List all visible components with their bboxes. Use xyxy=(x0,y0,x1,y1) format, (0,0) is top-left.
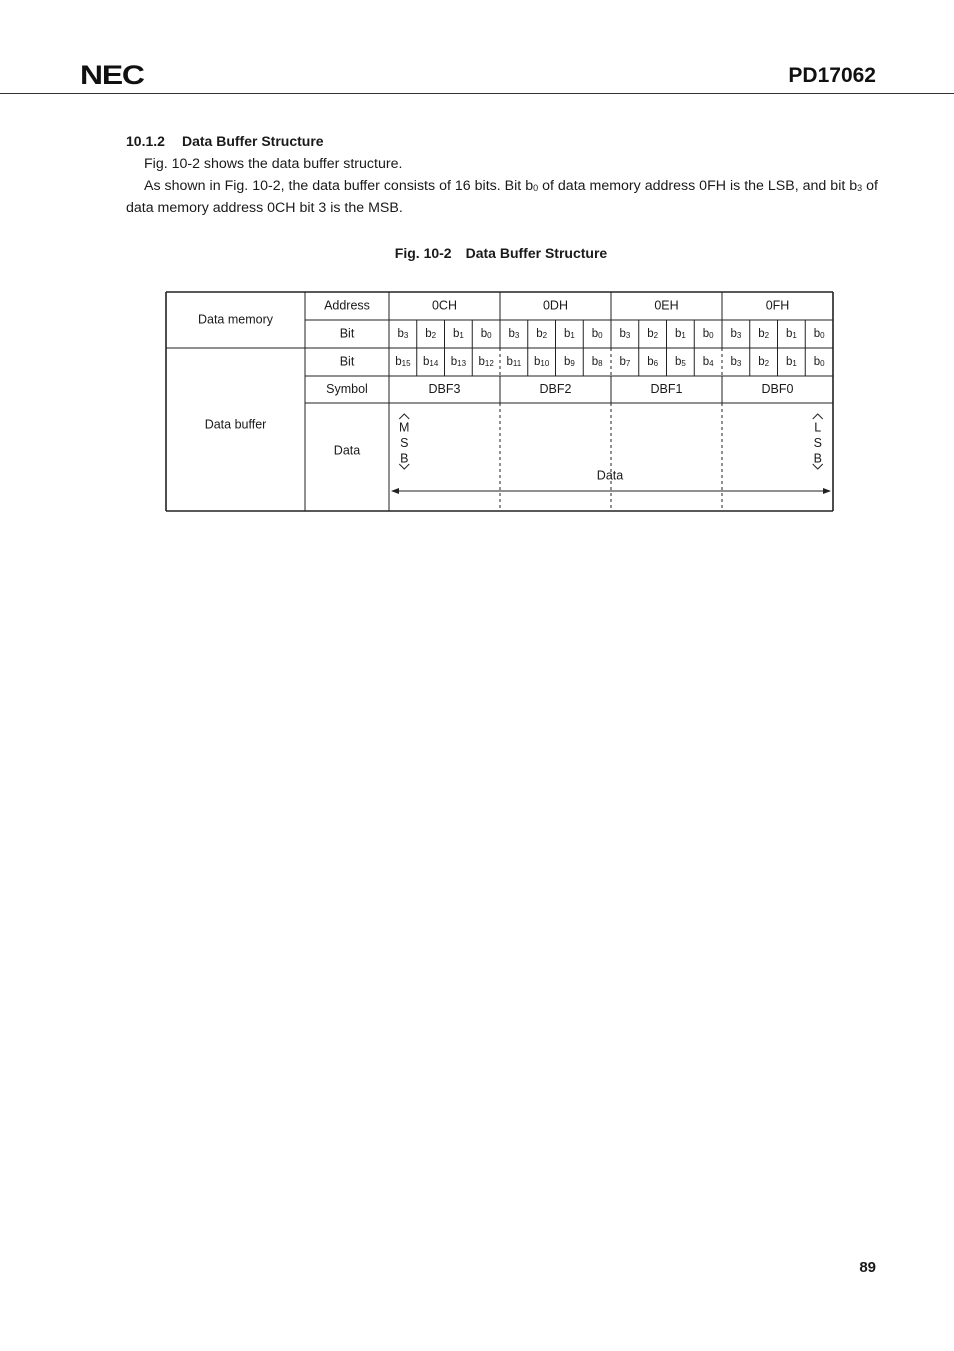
section-number: 10.1.2 xyxy=(126,133,165,149)
buffer-bit-cell: b14 xyxy=(422,356,439,369)
msb-marker-letter: B xyxy=(400,451,409,466)
memory-bit-cell: b1 xyxy=(785,328,797,341)
memory-bit-cell: b3 xyxy=(508,328,520,341)
msb-marker-letter: S xyxy=(400,435,409,450)
memory-bit-cell: b3 xyxy=(619,328,631,341)
data-label: Data xyxy=(333,443,361,458)
buffer-bit-cell: b6 xyxy=(647,356,659,369)
memory-bit-cell: b1 xyxy=(563,328,575,341)
nec-logo: NEC xyxy=(80,60,144,90)
lsb-marker-letter: L xyxy=(814,420,822,435)
memory-bit-cell: b1 xyxy=(674,328,686,341)
address-0dh: 0DH xyxy=(542,298,569,313)
memory-bit-cell: b0 xyxy=(813,328,825,341)
symbol-dbf1: DBF1 xyxy=(650,381,683,396)
lsb-marker-letter: S xyxy=(813,435,822,450)
memory-bit-cell: b0 xyxy=(702,328,714,341)
msb-marker-chevron-up-icon xyxy=(399,414,409,419)
section-title: Data Buffer Structure xyxy=(182,133,324,149)
address-0fh: 0FH xyxy=(765,298,790,313)
symbol-dbf0: DBF0 xyxy=(761,381,794,396)
figure-number: Fig. 10-2 xyxy=(394,245,452,261)
buffer-bit-cell: b2 xyxy=(758,356,770,369)
document-id: PD17062 xyxy=(788,64,876,87)
memory-bit-cell: b0 xyxy=(480,328,492,341)
buffer-bit-cell: b3 xyxy=(730,356,742,369)
paragraph-2-subscript-2: 3 xyxy=(857,183,863,193)
memory-bit-cell: b2 xyxy=(536,328,548,341)
lsb-marker-chevron-up-icon xyxy=(813,414,823,419)
paragraph-2-part-c: of data memory address 0CH bit 3 is the MSB. xyxy=(126,178,879,216)
buffer-bit-label: Bit xyxy=(339,354,355,369)
memory-bit-label: Bit xyxy=(339,326,355,341)
memory-bit-cell: b2 xyxy=(647,328,659,341)
buffer-bit-cell: b10 xyxy=(533,356,550,369)
buffer-bit-cell: b15 xyxy=(395,356,411,369)
paragraph-1: Fig. 10-2 shows the data buffer structure. xyxy=(144,156,403,172)
buffer-bit-cell: b11 xyxy=(506,356,522,369)
figure-title: Data Buffer Structure xyxy=(465,245,608,261)
address-0eh: 0EH xyxy=(654,298,679,313)
buffer-bit-cell: b0 xyxy=(813,356,825,369)
lsb-marker-letter: B xyxy=(813,451,822,466)
symbol-dbf2: DBF2 xyxy=(539,381,572,396)
memory-bit-cell: b3 xyxy=(730,328,742,341)
paragraph-2-part-b: of data memory address 0FH is the LSB, and bit b xyxy=(538,178,858,194)
memory-bit-cell: b3 xyxy=(397,328,409,341)
symbol-label: Symbol xyxy=(326,381,368,396)
paragraph-2-part-a: As shown in Fig. 10-2, the data buffer consists of 16 bits. Bit b xyxy=(144,178,534,194)
memory-bit-cell: b0 xyxy=(591,328,603,341)
data-buffer-label: Data buffer xyxy=(204,417,267,432)
buffer-bit-cell: b8 xyxy=(591,356,603,369)
data-memory-label: Data memory xyxy=(197,312,274,327)
address-0ch: 0CH xyxy=(431,298,458,313)
address-label: Address xyxy=(324,298,370,313)
memory-bit-cell: b2 xyxy=(425,328,437,341)
msb-marker-letter: M xyxy=(399,420,410,435)
data-arrow-label: Data xyxy=(596,468,624,483)
buffer-bit-cell: b7 xyxy=(619,356,631,369)
buffer-bit-cell: b9 xyxy=(563,356,575,369)
memory-bit-cell: b2 xyxy=(758,328,770,341)
table-text xyxy=(198,298,825,482)
memory-bit-cell: b1 xyxy=(452,328,464,341)
buffer-bit-cell: b1 xyxy=(785,356,797,369)
symbol-dbf3: DBF3 xyxy=(428,381,461,396)
buffer-bit-cell: b12 xyxy=(478,356,494,369)
paragraph-2-subscript-1: 0 xyxy=(533,183,539,193)
buffer-bit-cell: b5 xyxy=(674,356,686,369)
buffer-bit-cell: b4 xyxy=(702,356,714,369)
buffer-bit-cell: b13 xyxy=(450,356,467,369)
page-number: 89 xyxy=(859,1259,876,1276)
